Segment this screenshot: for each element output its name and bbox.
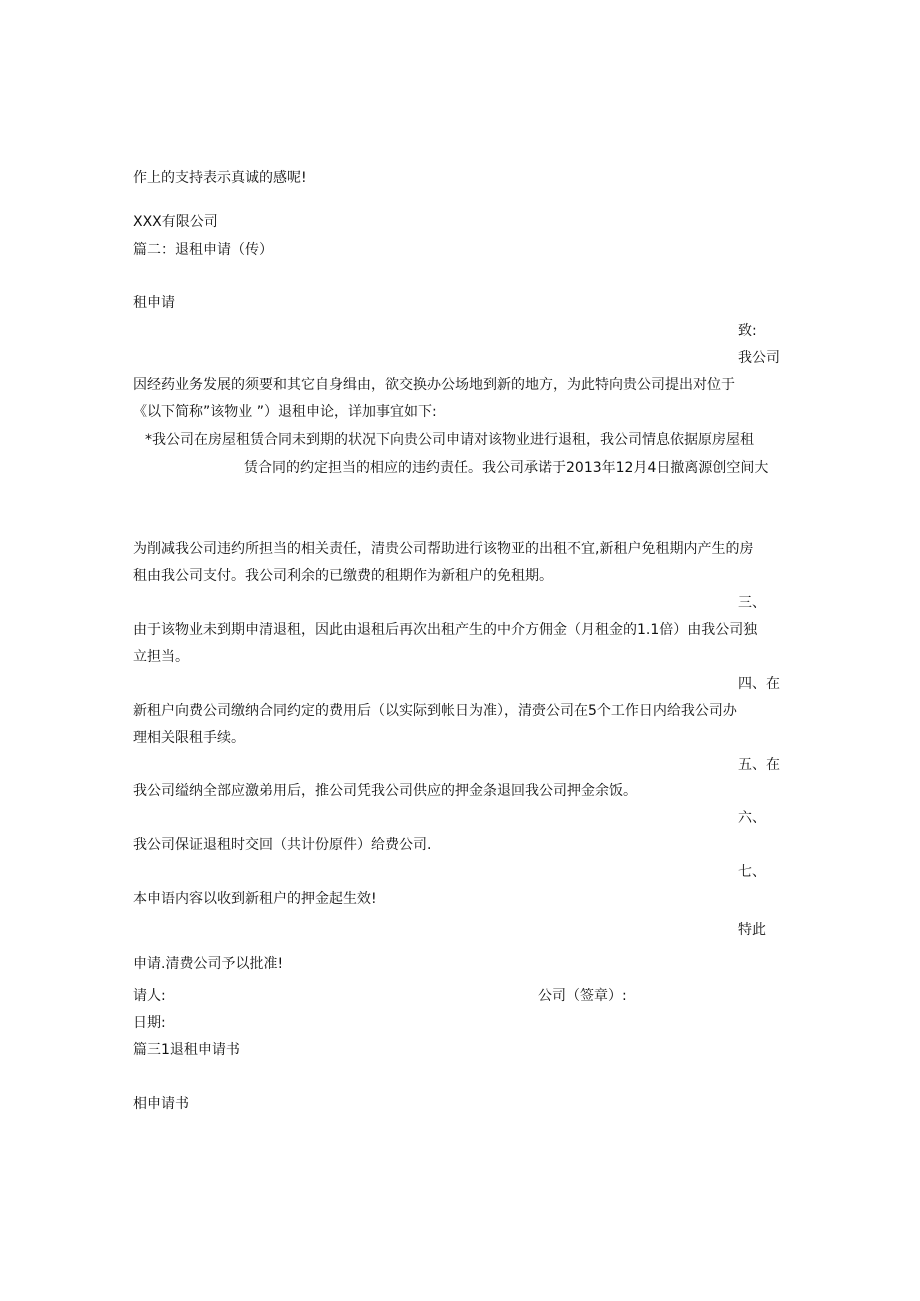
item3-line2: 立担当。	[133, 649, 189, 665]
item4-line2: 理相关限租手续。	[133, 730, 245, 746]
applicant-label: 请人:	[133, 988, 166, 1004]
item7-line1: 本申语内容以收到新租户的押金起生效!	[133, 891, 377, 907]
item6-line1: 我公司保证退租时交回（共计份原件）给费公司.	[133, 837, 432, 853]
salutation: 致:	[738, 323, 757, 339]
item2-line1: 为削减我公司违约所担当的相关责任，清贵公司帮助进行该物亚的出租不宜,新租户免租期内产生的房	[133, 541, 754, 557]
item5-label: 五、在	[738, 757, 780, 773]
item2-line2: 租由我公司支付。我公司利余的已缴费的租期作为新租户的免租期。	[133, 568, 553, 584]
item4-label: 四、在	[738, 676, 780, 692]
para1-line2: 《以下简称”该物业 ”）退租申论，详加事宜如下:	[133, 404, 437, 420]
item1-line2: 赁合同的约定担当的相应的违约责任。我公司承诺于2013年12月4日撤离源创空间大	[244, 460, 769, 476]
company-seal-label: 公司（签章）:	[538, 988, 627, 1004]
date-label: 日期:	[133, 1015, 166, 1031]
salutation-company: 我公司	[738, 350, 780, 366]
closing-line: 申请.清费公司予以批准!	[133, 956, 284, 972]
closing-label: 特此	[738, 922, 766, 938]
item5-line1: 我公司缢纳全部应激弟用后，推公司凭我公司供应的押金条退回我公司押金余饭。	[133, 783, 637, 799]
para1-line1: 因经药业务发展的须要和其它自身缉由，欲交换办公场地到新的地方，为此特向贵公司提出对位于	[133, 377, 735, 393]
section2-heading: 篇二：退租申请（传）	[133, 242, 273, 258]
item6-label: 六、	[738, 810, 766, 826]
item7-label: 七、	[738, 864, 766, 880]
item3-line1: 由于该物业未到期申清退租，因此由退租后再次出租产生的中介方佣金（月租金的1.1倍）由我公司独	[133, 622, 758, 638]
section2-title: 租申请	[133, 295, 175, 311]
item3-label: 三、	[738, 595, 766, 611]
company-name: XXX有限公司	[133, 214, 218, 230]
section3-title: 相申请书	[133, 1096, 189, 1112]
item4-line1: 新租户向费公司缴纳合同约定的费用后（以实际到帐日为准），清赍公司在5个工作日内给我公司办	[133, 703, 737, 719]
item1-line1: *我公司在房屋租赁合同未到期的状况下向贵公司申请对该物业进行退租，我公司情息依据原房屋租	[145, 432, 754, 448]
thanks-line: 作上的支持表示真诚的感呢!	[133, 170, 307, 186]
section3-heading: 篇三1退租申请书	[133, 1042, 240, 1058]
